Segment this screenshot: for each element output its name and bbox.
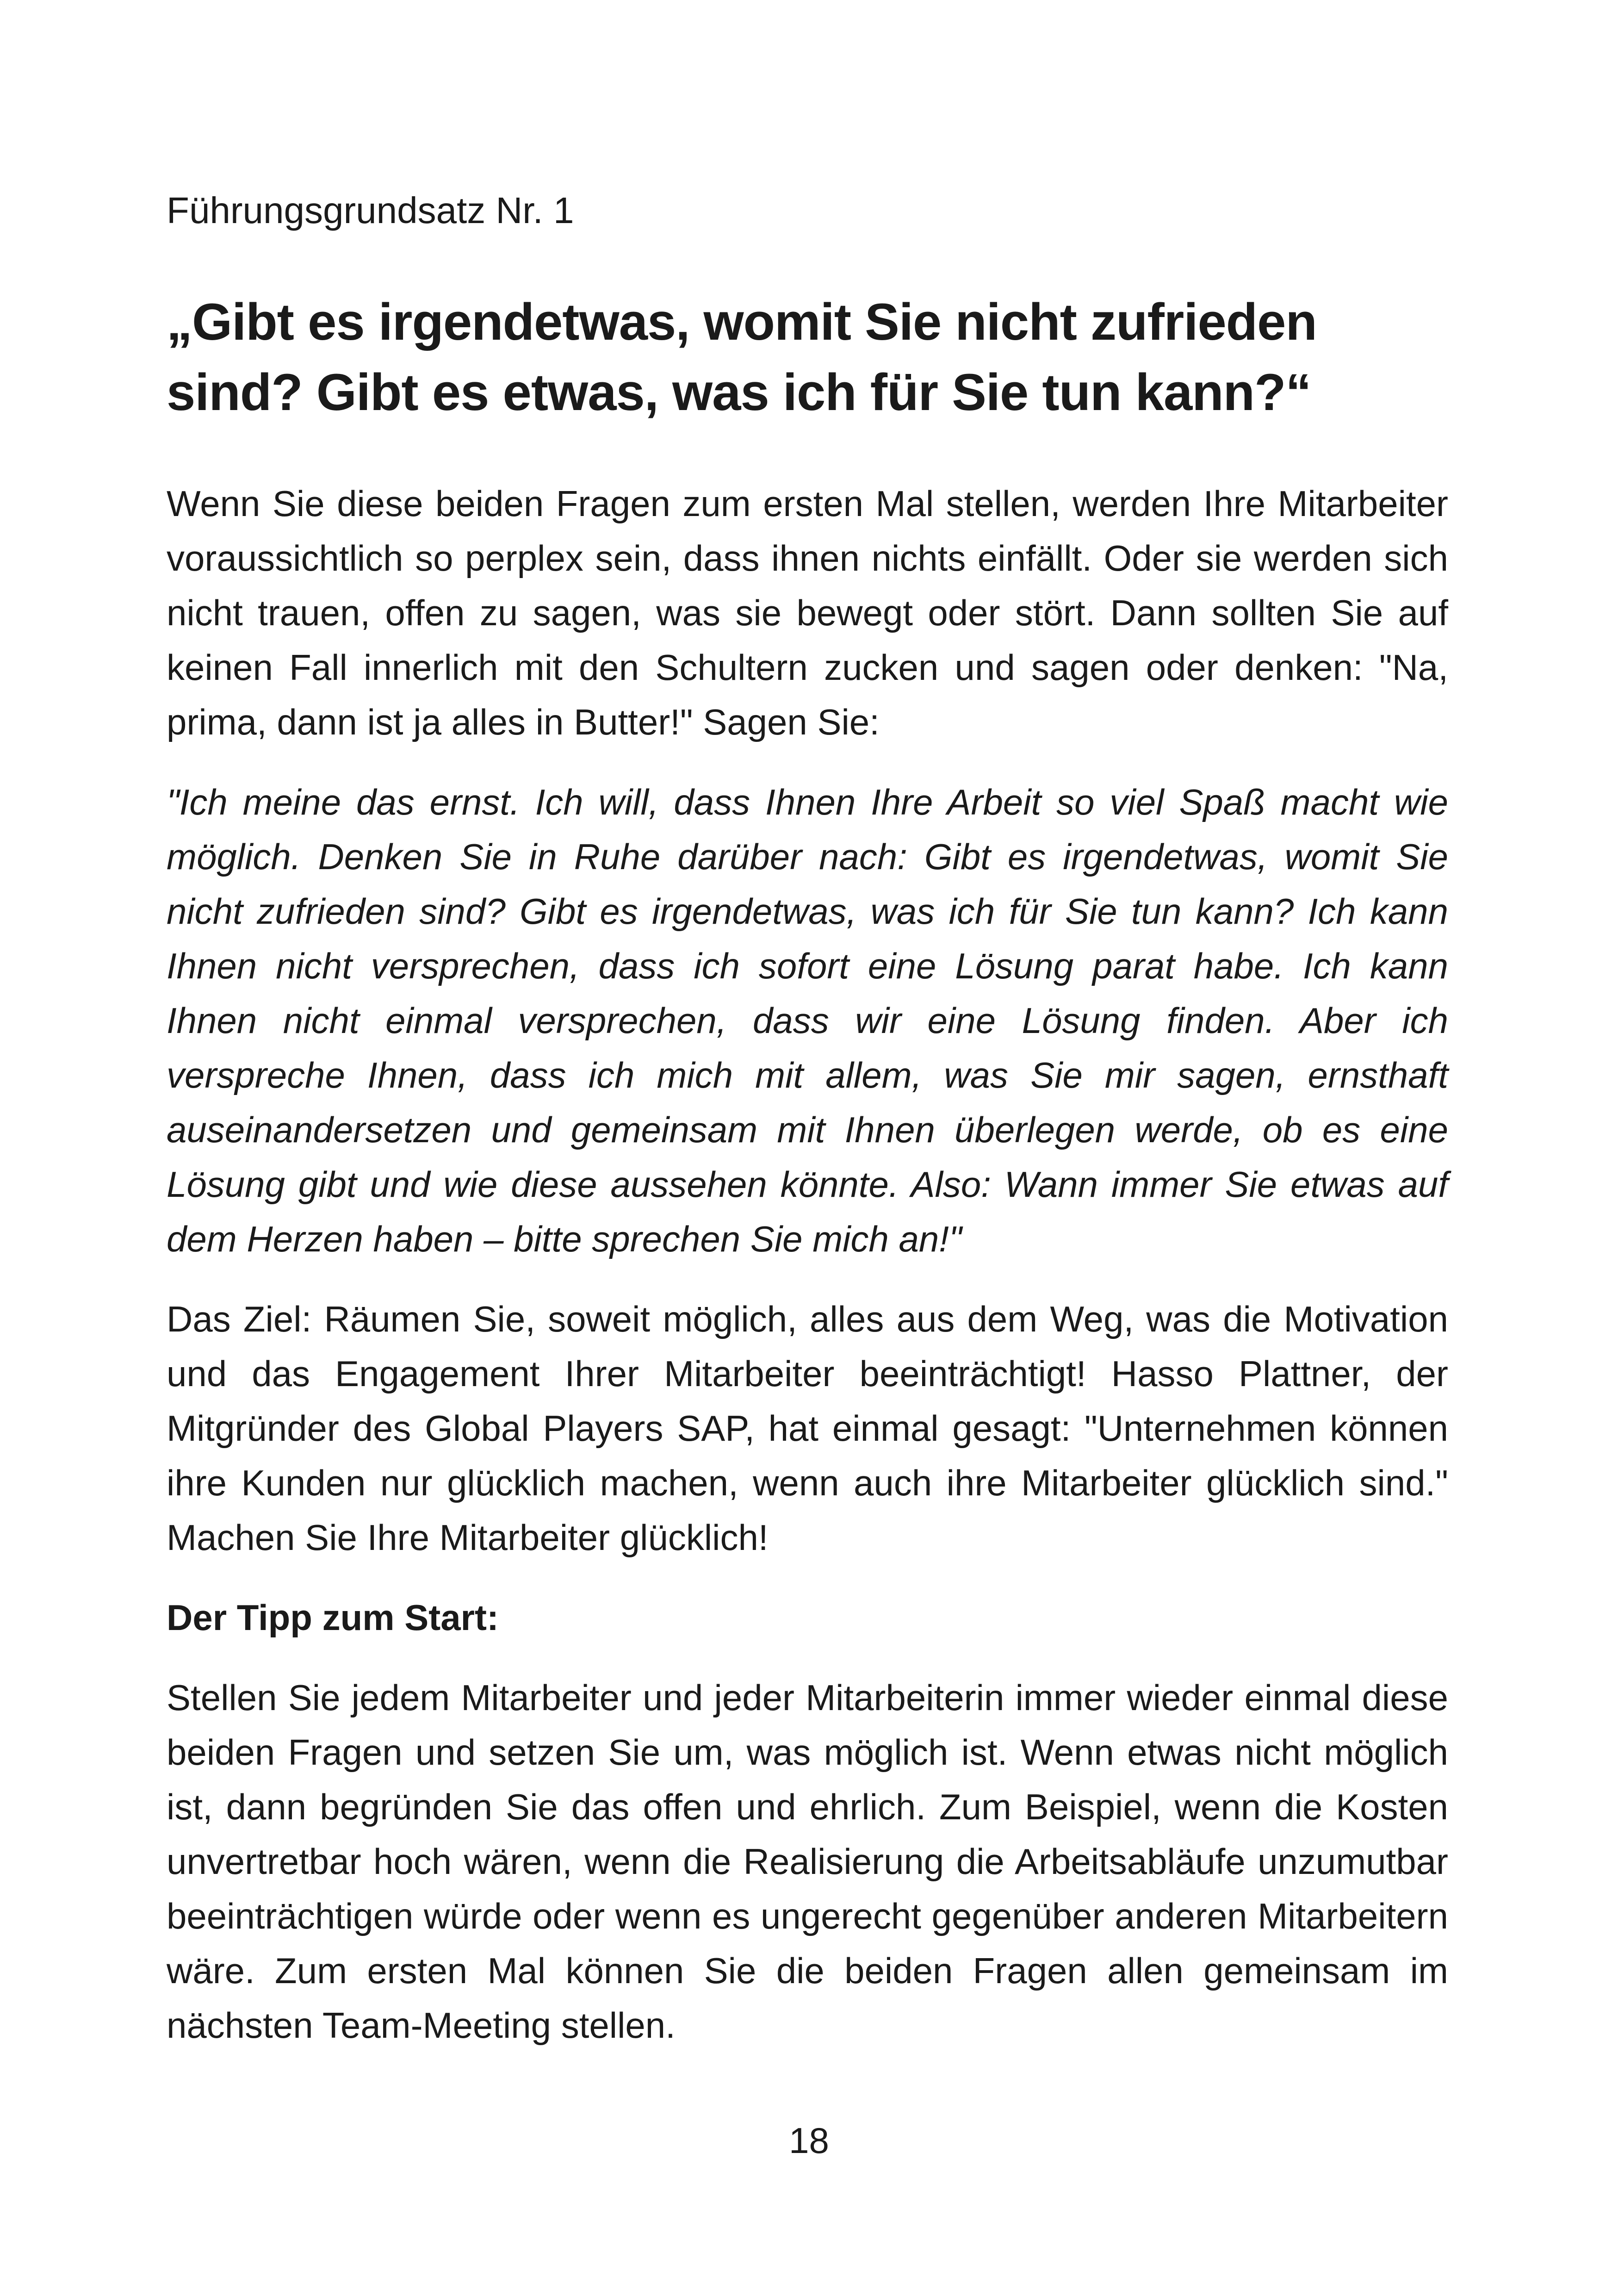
page-content: [167, 185, 1448, 2078]
goal-paragraph: Das Ziel: Räumen Sie, soweit möglich, alles aus dem Weg, was die Motivation und das Engagement Ihrer Mitarbeiter beeinträchtigt! Hasso Plattner, der Mitgründer des Global Players SAP, hat einmal gesagt: "Unternehmen können ihre Kunden nur glücklich machen, wenn auch ihre Mitarbeiter glücklich sind." Machen Sie Ihre Mitarbeiter glücklich!: [167, 1299, 1448, 1558]
intro-paragraph: Wenn Sie diese beiden Fragen zum ersten Mal stellen, werden Ihre Mitarbeiter voraussichtlich so perplex sein, dass ihnen nichts einfällt. Oder sie werden sich nicht trauen, offen zu sagen, was sie bewegt oder stört. Dann sollten Sie auf keinen Fall innerlich mit den Schultern zucken und sagen oder denken: "Na, prima, dann ist ja alles in Butter!" Sagen Sie:: [167, 483, 1448, 742]
tip-heading: Der Tipp zum Start:: [167, 1597, 499, 1638]
page-number: 18: [789, 2120, 829, 2161]
tip-paragraph: Stellen Sie jedem Mitarbeiter und jeder Mitarbeiterin immer wieder einmal diese beiden Fragen und setzen Sie um, was möglich ist. Wenn etwas nicht möglich ist, dann begründen Sie das offen und ehrlich. Zum Beispiel, wenn die Kosten unvertretbar hoch wären, wenn die Realisierung die Arbeitsabläufe unzumutbar beeinträchtigen würde oder wenn es ungerecht gegenüber anderen Mitarbeitern wäre. Zum ersten Mal können Sie die beiden Fragen allen gemeinsam im nächsten Team-Meeting stellen.: [167, 1677, 1448, 2046]
chapter-label: Führungsgrundsatz Nr. 1: [167, 190, 574, 231]
page-title: „Gibt es irgendetwas, womit Sie nicht zufrieden sind? Gibt es etwas, was ich für Sie tun kann?“: [167, 293, 1317, 421]
quote-paragraph: "Ich meine das ernst. Ich will, dass Ihnen Ihre Arbeit so viel Spaß macht wie möglich. Denken Sie in Ruhe darüber nach: Gibt es irgendetwas, womit Sie nicht zufrieden sind? Gibt es irgendetwas, was ich für Sie tun kann? Ich kann Ihnen nicht versprechen, dass ich sofort eine Lösung parat habe. Ich kann Ihnen nicht einmal versprechen, dass wir eine Lösung finden. Aber ich verspreche Ihnen, dass ich mich mit allem, was Sie mir sagen, ernsthaft auseinandersetzen und gemeinsam mit Ihnen überlegen werde, ob es eine Lösung gibt und wie diese aussehen könnte. Also: Wann immer Sie etwas auf dem Herzen haben – bitte sprechen Sie mich an!": [167, 782, 1448, 1259]
